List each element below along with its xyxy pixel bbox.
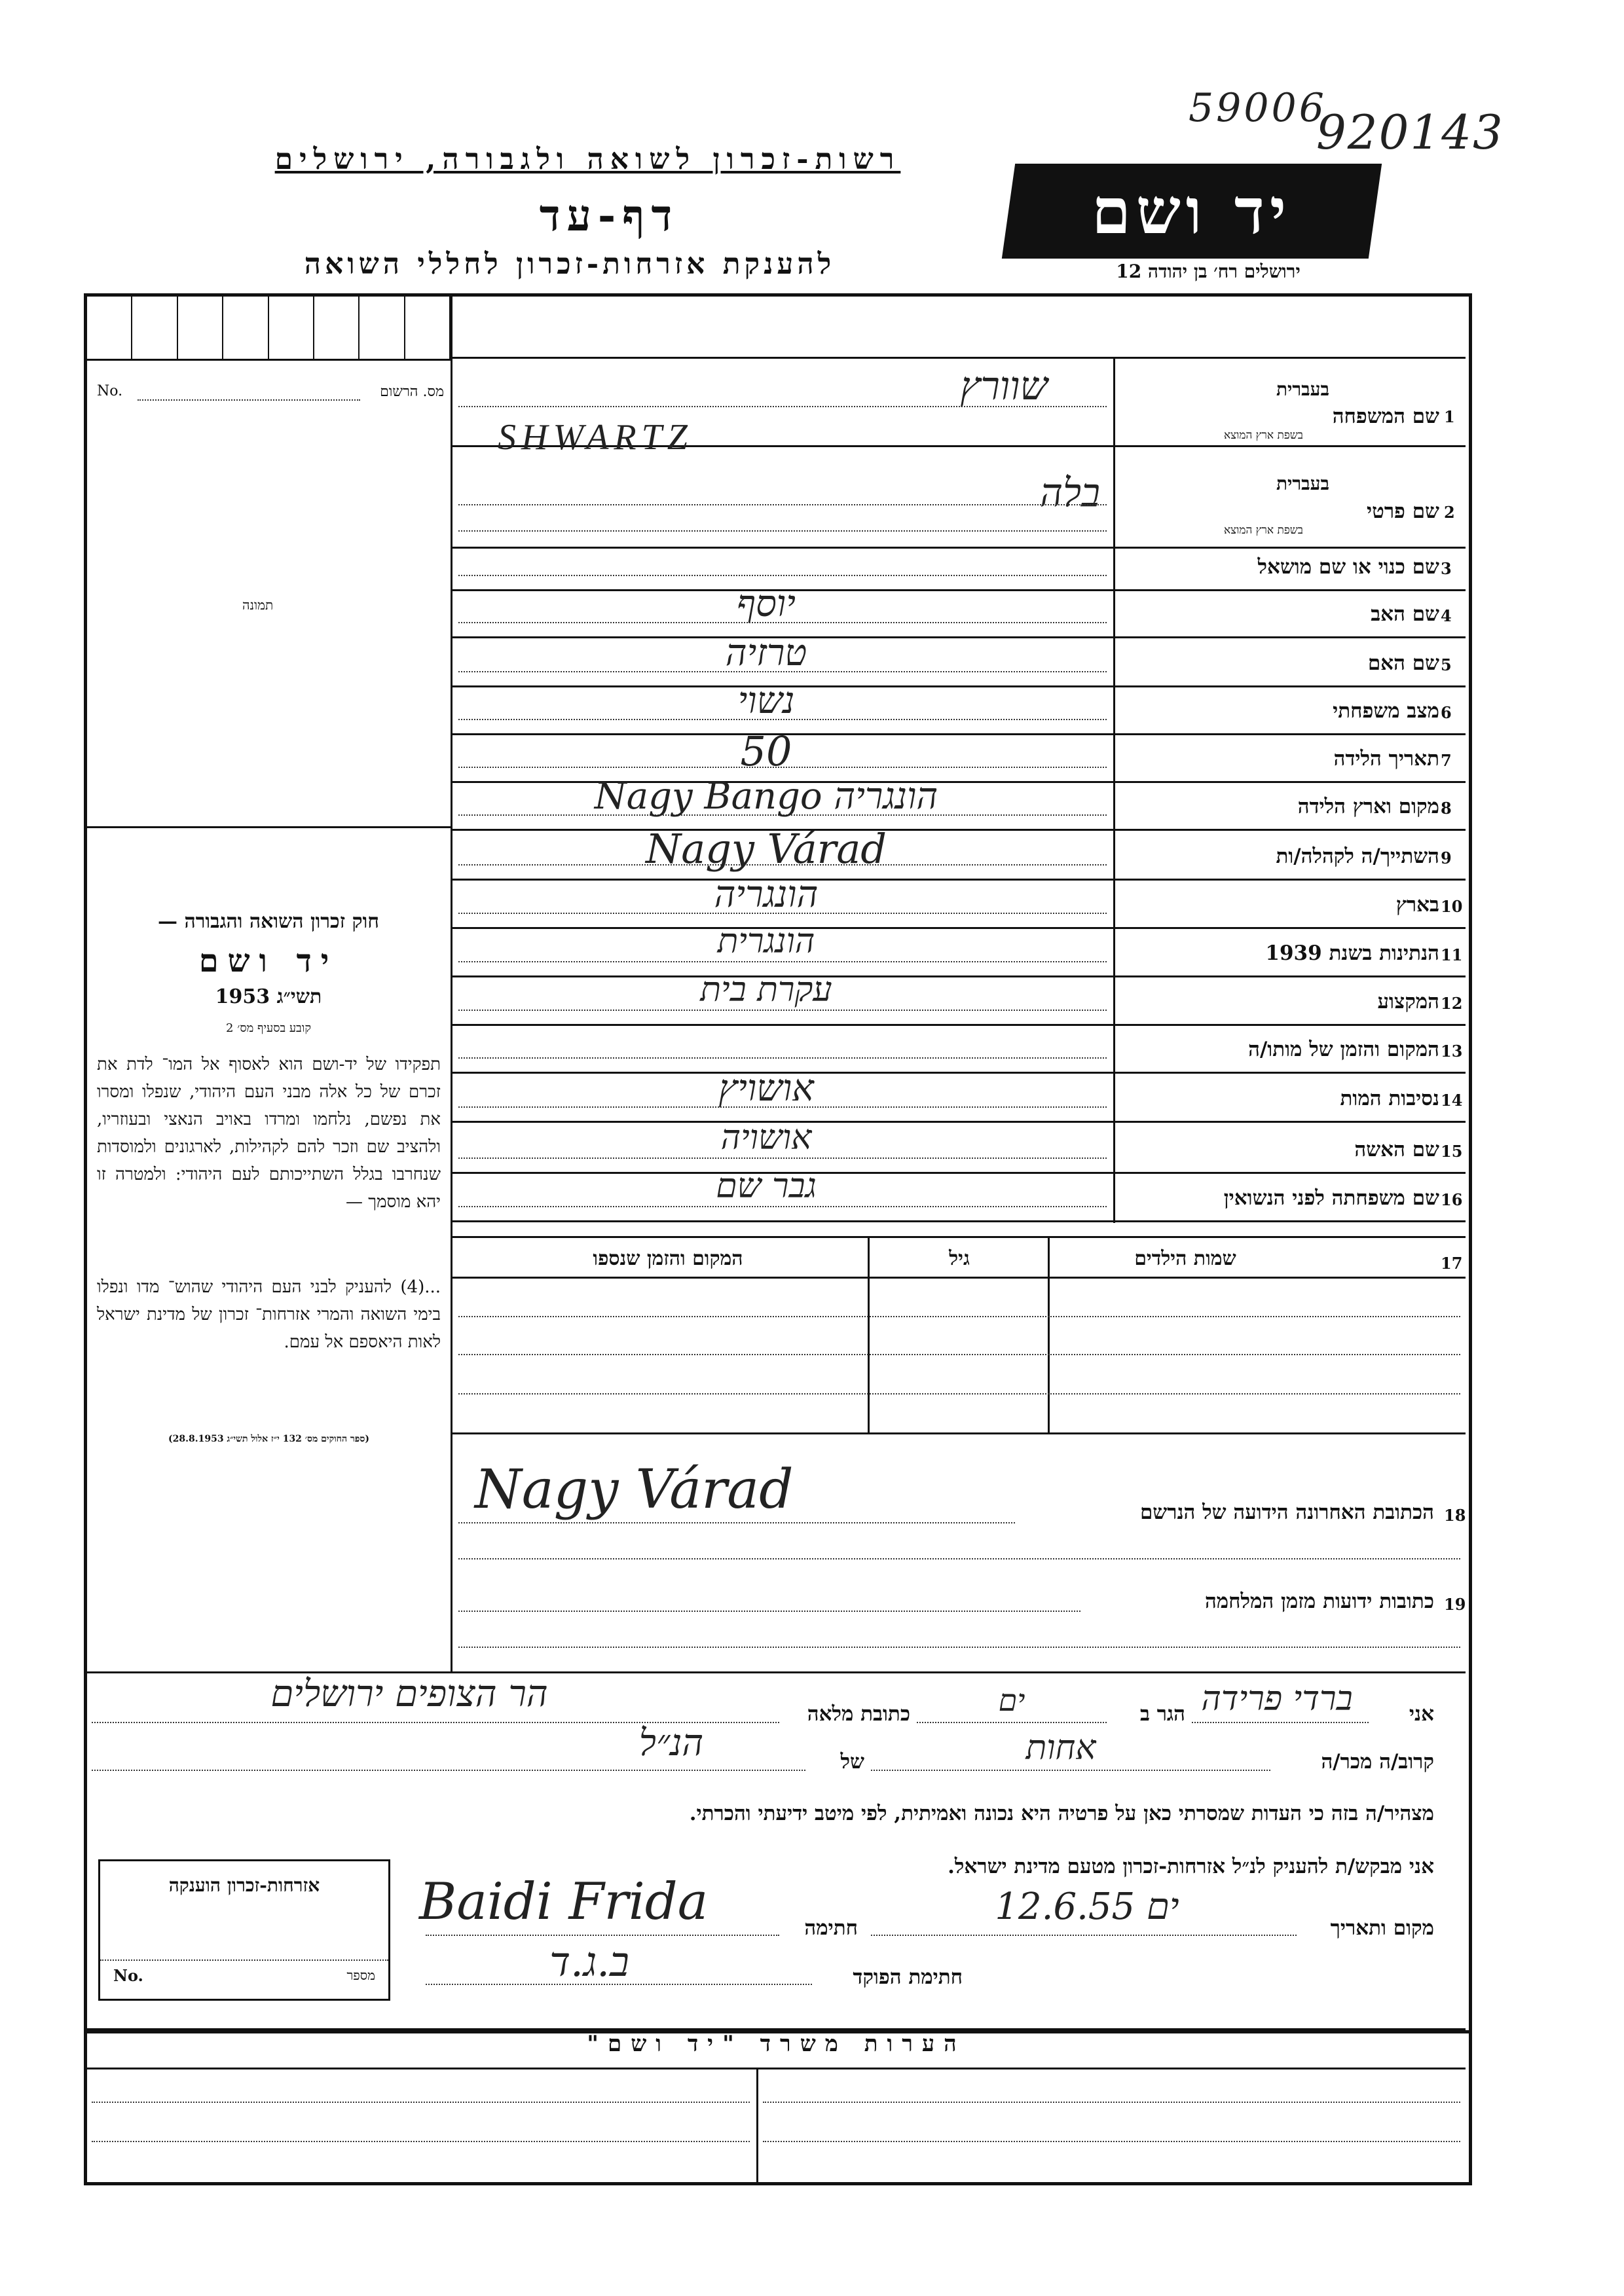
declarant-name: ברדי פרידה — [1201, 1679, 1353, 1719]
field-7-value: 50 — [740, 727, 792, 775]
field-5-label: שם האם — [1367, 651, 1439, 675]
field-5-number: 5 — [1441, 655, 1452, 674]
official-signature-value: ב.ג.ד — [549, 1938, 629, 1986]
declaration-text: מצהיר/ה בזה כי העדות שמסרתי כאן על פרטיה היא נכונה ואמיתית, לפי מיטב ידיעתי והכרתי. — [689, 1802, 1434, 1825]
field-7-number: 7 — [1441, 751, 1452, 770]
code-boxes — [87, 297, 451, 361]
law-clause: ...(4) להעניק לבני העם היהודי שהוש־ מדו ונפלו בימי השואה והמרי אזרחות־ זכרון של מדינת ישראל לאות היאספם אל עמם. — [97, 1277, 441, 1352]
photo-label: תמונה — [242, 597, 274, 613]
field-3-number: 3 — [1441, 559, 1452, 578]
field-4-number: 4 — [1441, 606, 1452, 625]
field-14-number: 14 — [1441, 1091, 1463, 1110]
signature-label: חתימה — [804, 1916, 858, 1940]
children-number: 17 — [1441, 1254, 1463, 1273]
field-1-label: שם המשפחה — [1332, 405, 1439, 428]
field-19-number: 19 — [1444, 1595, 1466, 1614]
field-7-label: תאריך הלידה — [1333, 747, 1439, 771]
field-11-value: הונגרית — [717, 922, 815, 961]
field-1-value-local: SHWARTZ — [498, 417, 693, 458]
law-text: תפקידו של יד-ושם הוא לאסוף אל המו־ לדת את זכרם של כל אלה מבני העם היהודי, שנפלו ומסרו את נפשם, נלחמו ומרדו באויב הנאצי ובעוזריו, ולהציב שם וזכר להם לקהילות, לארגונים ולמוסדות שנחרבו בגלל השתייכותם לעם היהודי: ולמטרה זו יהא מוסמך — — [97, 1055, 441, 1212]
of-value: הנ״ל — [638, 1722, 704, 1764]
reg-no-label — [97, 383, 444, 400]
signature-value: Baidi Frida — [419, 1872, 709, 1931]
field-6-label: מצב משפחתי — [1333, 699, 1439, 723]
field-14-label: נסיבות המות — [1340, 1087, 1439, 1110]
field-13-number: 13 — [1441, 1042, 1463, 1061]
field-2-label: שם פרטי — [1366, 500, 1439, 523]
children-age-header: גיל — [949, 1247, 970, 1270]
authority-title: רשות-זכרון לשואה ולגבורה, ירושלים — [274, 143, 901, 176]
field-18-number: 18 — [1444, 1506, 1466, 1525]
header-address: ירושלים רח׳ בן יהודה 12 — [1116, 261, 1301, 282]
request-text: אני מבקש/ת להעניק לנ״ל אזרחות-זכרון מטעם מדינת ישראל. — [948, 1855, 1434, 1878]
field-12-dotted — [458, 1010, 1107, 1011]
field-15-value: אושויה — [720, 1118, 812, 1157]
granted-number-label: מספר — [346, 1967, 375, 1983]
field-10-number: 10 — [1441, 897, 1463, 916]
stamp-number: 59006 — [1189, 85, 1327, 131]
field-12-rule — [451, 1024, 1466, 1026]
field-15-label: שם האשה — [1354, 1138, 1439, 1161]
field-4-label: שם האב — [1371, 602, 1439, 626]
field-9-number: 9 — [1441, 848, 1452, 867]
law-name: יד ושם — [198, 943, 339, 979]
of-label: של — [840, 1750, 864, 1774]
field-11-number: 11 — [1441, 945, 1463, 964]
law-citation: (ספר החוקים מס׳ 132 י״ז אלול תשי״ג 28.8.1953) — [168, 1434, 369, 1444]
children-place-header: המקום והזמן שנספו — [593, 1247, 743, 1270]
field-11-dotted — [458, 961, 1107, 962]
field-10-value: הונגריה — [714, 873, 819, 916]
address-value: הר הצופים ירושלים — [270, 1673, 548, 1715]
field-8-label: מקום וארץ הלידה — [1297, 795, 1439, 818]
resides-label: הגר ב — [1139, 1702, 1185, 1726]
field-6-number: 6 — [1441, 703, 1452, 722]
field-19-label: כתובות ידועות מזמן המלחמה — [1204, 1590, 1434, 1613]
granted-box — [98, 1859, 390, 2001]
field-12-value: עקרת בית — [700, 970, 832, 1010]
registry-number-label: מס. הרשום — [380, 384, 444, 400]
field-2-value-he: בלה — [1039, 470, 1100, 516]
field-4-value: יוסף — [737, 583, 796, 625]
relation-value: אחות — [1025, 1728, 1096, 1768]
field-2-number: 2 — [1444, 503, 1455, 522]
field-12-label: המקצוע — [1377, 990, 1439, 1013]
form-title: דף-עד — [539, 190, 679, 241]
official-signature-label: חתימת הפוקד — [853, 1965, 963, 1989]
yad-vashem-logo — [1002, 164, 1382, 259]
field-2-hebrew: בעברית — [1276, 473, 1329, 494]
field-16-value: גבר שם — [716, 1167, 817, 1206]
field-16-dotted — [458, 1206, 1107, 1207]
place-date-value: ים 12.6.55 — [995, 1886, 1179, 1928]
form-subtitle: להענקת אזרחות-זכרון לחללי השואה — [304, 247, 836, 281]
field-16-label: שם משפחתה לפני הנשואין — [1223, 1186, 1439, 1210]
field-1-local: בשפת ארץ המוצא — [1223, 429, 1303, 442]
field-14-value: אושויץ — [718, 1067, 814, 1110]
field-16-rule — [451, 1220, 1466, 1222]
granted-title: אזרחות-זכרון הוענקה — [168, 1874, 320, 1896]
granted-no: No. — [113, 1966, 143, 1985]
field-3-dotted — [458, 575, 1107, 576]
field-1-value-he: שוורץ — [960, 363, 1048, 409]
field-13-label: המקום והזמן של מותו/ה — [1248, 1038, 1439, 1061]
field-8-number: 8 — [1441, 799, 1452, 818]
field-11-label: הנתינות בשנת 1939 — [1265, 941, 1439, 965]
field-1-number: 1 — [1444, 407, 1455, 426]
law-section: קובע בסעיף מס׳ 2 — [226, 1021, 311, 1035]
field-9-value: Nagy Várad — [646, 825, 887, 873]
city-value: ים — [998, 1683, 1025, 1718]
logo-text: יד ושם — [1092, 174, 1292, 248]
field-13-dotted — [458, 1057, 1107, 1059]
field-3-label: שם כנוי או שם מושאל — [1257, 555, 1439, 579]
field-5-value: טרזיה — [725, 632, 807, 674]
field-10-label: בארץ — [1395, 893, 1439, 917]
remarks-title: הערות משרד "יד ושם" — [587, 2031, 966, 2057]
field-18-label: הכתובת האחרונה הידועה של הנרשם — [1139, 1501, 1434, 1524]
relative-label: קרוב/ה מכר/ה — [1321, 1750, 1434, 1774]
field-8-value: הונגריה Nagy Bango — [594, 775, 938, 818]
declaration-i: אני — [1409, 1702, 1434, 1726]
no-label: No. — [97, 383, 123, 399]
field-6-value: נשוי — [737, 680, 795, 722]
stamp-number-2: 920143 — [1316, 105, 1504, 160]
field-2-local: בשפת ארץ המוצא — [1223, 524, 1303, 537]
place-date-label: מקום ותאריך — [1330, 1916, 1434, 1940]
children-names-header: שמות הילדים — [1134, 1247, 1236, 1270]
law-year: תשי״ג 1953 — [215, 985, 322, 1008]
field-1-hebrew: בעברית — [1276, 378, 1329, 400]
law-title: חוק זכרון השואה והגבורה — — [158, 910, 379, 933]
field-9-label: השתייך/ה לקהלה/ות — [1276, 845, 1439, 868]
field-18-value: Nagy Várad — [475, 1459, 794, 1521]
field-16-number: 16 — [1441, 1190, 1463, 1209]
field-15-number: 15 — [1441, 1142, 1463, 1161]
full-address-label: כתובת מלאה — [807, 1702, 910, 1726]
field-12-number: 12 — [1441, 994, 1463, 1013]
field-15-dotted — [458, 1157, 1107, 1159]
